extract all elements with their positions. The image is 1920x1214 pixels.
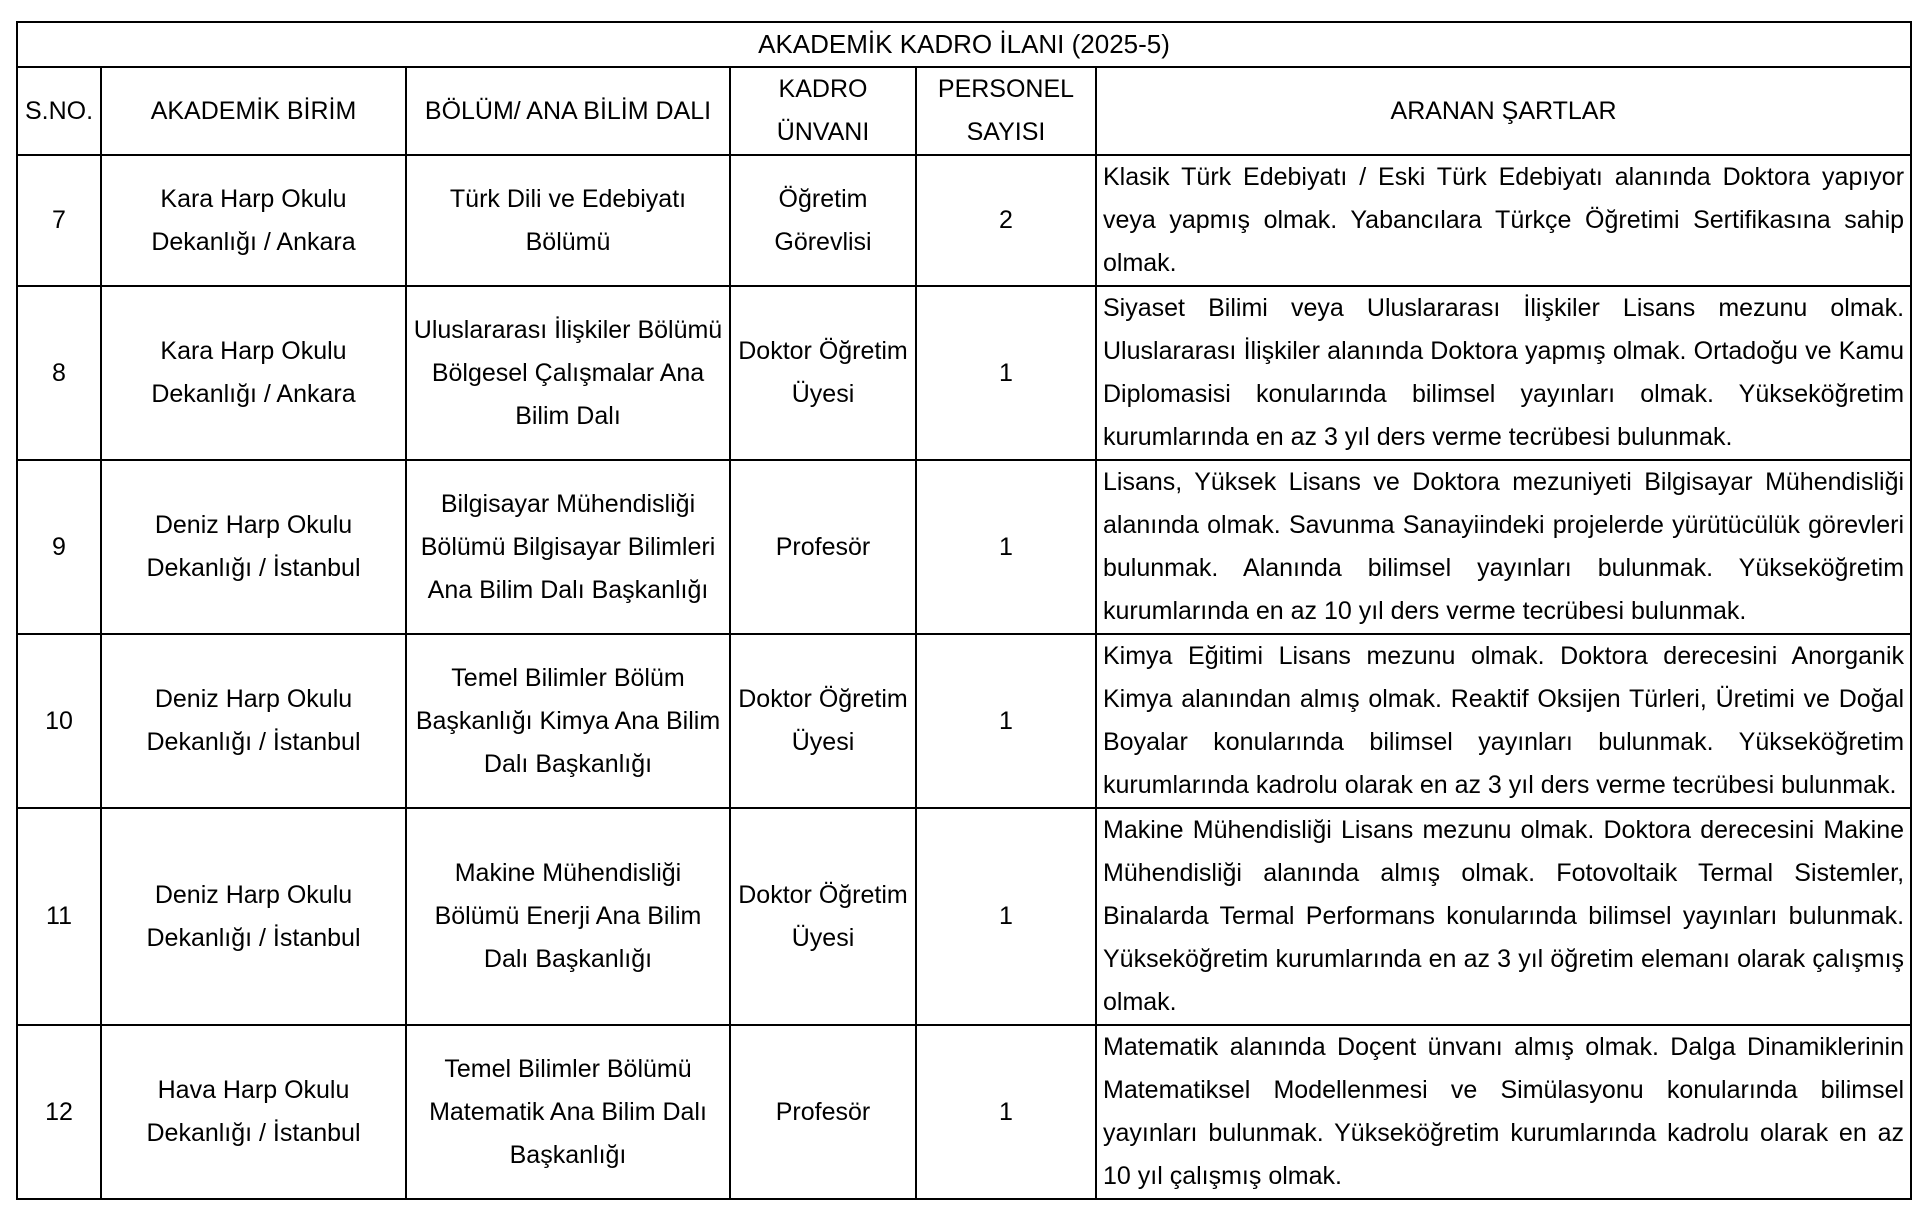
cell-aranan-sartlar: Lisans, Yüksek Lisans ve Doktora mezuniyeti Bilgisayar Mühendisliği alanında olmak. Savunma Sanayiindeki projelerde yürütücülük görevleri bulunmak. Alanında bilimsel yayınları bulunmak. Yükseköğretim kurumlarında en az 10 yıl ders verme tecrübesi bulunmak. [1096,460,1911,634]
cell-sno: 12 [17,1025,101,1199]
table-row [17,808,1911,1025]
cell-personel-sayisi: 1 [916,1025,1096,1199]
cell-akademik-birim: Deniz Harp Okulu Dekanlığı / İstanbul [101,460,406,634]
header-personel-sayisi [916,67,1096,155]
cell-aranan-sartlar: Siyaset Bilimi veya Uluslararası İlişkiler Lisans mezunu olmak. Uluslararası İlişkiler alanında Doktora yapmış olmak. Ortadoğu ve Kamu Diplomasisi konularında bilimsel yayınları olmak. Yükseköğretim kurumlarında en az 3 yıl ders verme tecrübesi bulunmak. [1096,286,1911,460]
header-kadro-unvani [730,67,916,155]
cell-sno: 9 [17,460,101,634]
cell-personel-sayisi: 2 [916,155,1096,286]
cell-sno: 8 [17,286,101,460]
cell-kadro-unvani: Öğretim Görevlisi [730,155,916,286]
header-aranan-sartlar: ARANAN ŞARTLAR [1096,67,1911,155]
cell-aranan-sartlar: Makine Mühendisliği Lisans mezunu olmak. Doktora derecesini Makine Mühendisliği alanında almış olmak. Fotovoltaik Termal Sistemler, Binalarda Termal Performans konularında bilimsel yayınları bulunmak. Yükseköğretim kurumlarında en az 3 yıl öğretim elemanı olarak çalışmış olmak. [1096,808,1911,1025]
cell-aranan-sartlar: Matematik alanında Doçent ünvanı almış olmak. Dalga Dinamiklerinin Matematiksel Modellenmesi ve Simülasyonu konularında bilimsel yayınları bulunmak. Yükseköğretim kurumlarında kadrolu olarak en az 10 yıl çalışmış olmak. [1096,1025,1911,1199]
title-row [17,22,1911,67]
kadro-table [16,21,1912,1200]
cell-kadro-unvani: Profesör [730,1025,916,1199]
cell-kadro-unvani: Doktor Öğretim Üyesi [730,286,916,460]
header-bolum: BÖLÜM/ ANA BİLİM DALI [406,67,730,155]
cell-aranan-sartlar: Kimya Eğitimi Lisans mezunu olmak. Doktora derecesini Anorganik Kimya alanından almış olmak. Reaktif Oksijen Türleri, Üretimi ve Doğal Boyalar konularında bilimsel yayınları bulunmak. Yükseköğretim kurumlarında kadrolu olarak en az 3 yıl ders verme tecrübesi bulunmak. [1096,634,1911,808]
cell-bolum: Uluslararası İlişkiler Bölümü Bölgesel Çalışmalar Ana Bilim Dalı [406,286,730,460]
cell-akademik-birim: Kara Harp Okulu Dekanlığı / Ankara [101,286,406,460]
header-akademik-birim: AKADEMİK BİRİM [101,67,406,155]
cell-kadro-unvani: Profesör [730,460,916,634]
table-row [17,155,1911,286]
cell-bolum: Bilgisayar Mühendisliği Bölümü Bilgisayar Bilimleri Ana Bilim Dalı Başkanlığı [406,460,730,634]
header-kadro-unvani-line1: KADRO [778,75,868,103]
cell-akademik-birim: Deniz Harp Okulu Dekanlığı / İstanbul [101,808,406,1025]
cell-bolum: Makine Mühendisliği Bölümü Enerji Ana Bilim Dalı Başkanlığı [406,808,730,1025]
header-personel-sayisi-line1: PERSONEL [937,75,1075,103]
cell-akademik-birim: Deniz Harp Okulu Dekanlığı / İstanbul [101,634,406,808]
cell-personel-sayisi: 1 [916,808,1096,1025]
cell-personel-sayisi: 1 [916,634,1096,808]
cell-akademik-birim: Hava Harp Okulu Dekanlığı / İstanbul [101,1025,406,1199]
table-row [17,634,1911,808]
header-sno: S.NO. [17,67,101,155]
cell-sno: 7 [17,155,101,286]
cell-personel-sayisi: 1 [916,286,1096,460]
table-title: AKADEMİK KADRO İLANI (2025-5) [17,22,1911,67]
table-row [17,1025,1911,1199]
cell-bolum: Türk Dili ve Edebiyatı Bölümü [406,155,730,286]
header-row [17,67,1911,155]
cell-aranan-sartlar: Klasik Türk Edebiyatı / Eski Türk Edebiyatı alanında Doktora yapıyor veya yapmış olmak. Yabancılara Türkçe Öğretimi Sertifikasına sahip olmak. [1096,155,1911,286]
cell-personel-sayisi: 1 [916,460,1096,634]
cell-bolum: Temel Bilimler Bölümü Matematik Ana Bilim Dalı Başkanlığı [406,1025,730,1199]
cell-sno: 10 [17,634,101,808]
cell-akademik-birim: Kara Harp Okulu Dekanlığı / Ankara [101,155,406,286]
table-row [17,460,1911,634]
header-personel-sayisi-line2: SAYISI [966,118,1046,146]
cell-kadro-unvani: Doktor Öğretim Üyesi [730,808,916,1025]
cell-sno: 11 [17,808,101,1025]
table-row [17,286,1911,460]
cell-kadro-unvani: Doktor Öğretim Üyesi [730,634,916,808]
cell-bolum: Temel Bilimler Bölüm Başkanlığı Kimya Ana Bilim Dalı Başkanlığı [406,634,730,808]
header-kadro-unvani-line2: ÜNVANI [776,118,870,146]
